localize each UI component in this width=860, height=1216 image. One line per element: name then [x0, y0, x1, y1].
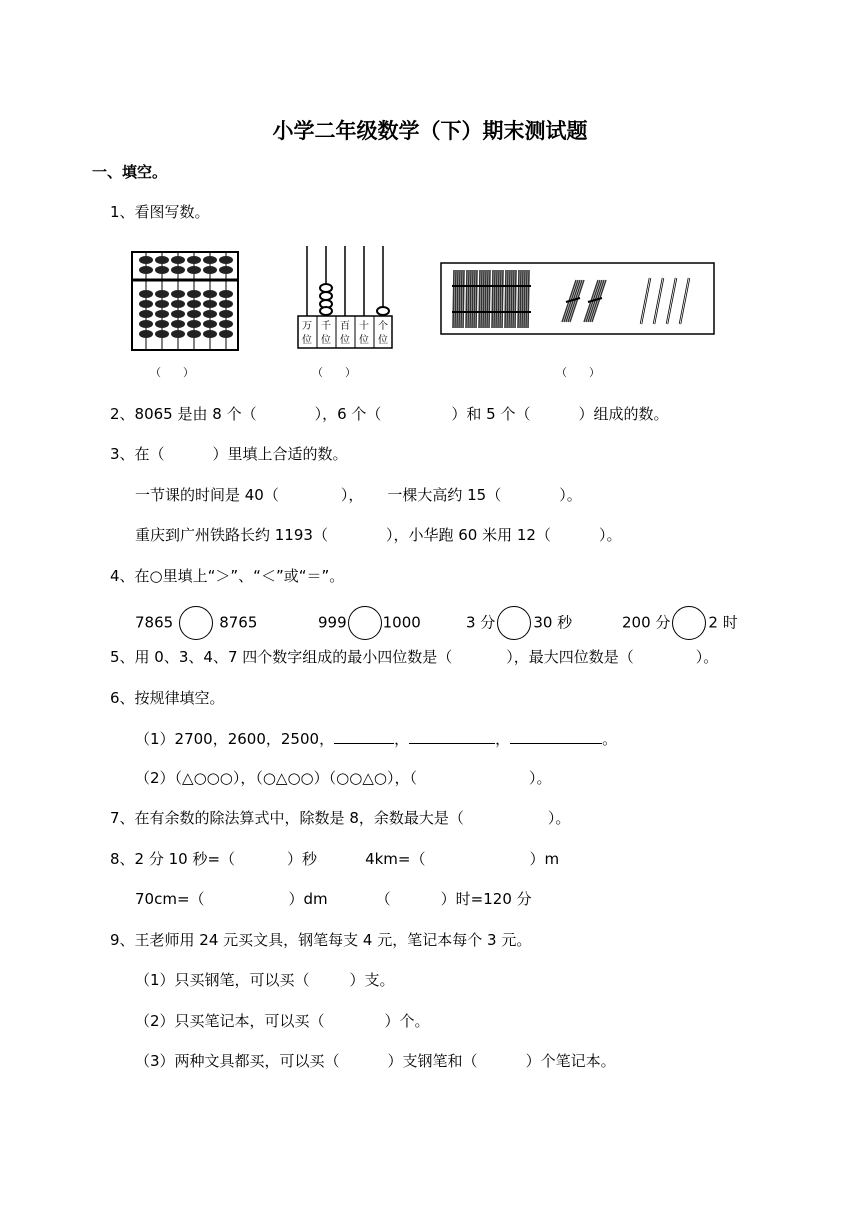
- q6-seq2-text-1: （2）（△○○○），（○△○○）（○○△○），（: [135, 769, 417, 787]
- q2-text-3: ）和 5 个（: [451, 405, 531, 423]
- compare-left-4: 200 分: [622, 613, 671, 632]
- svg-text:千: 千: [321, 321, 331, 332]
- q9-part1-text-1: （1）只买钢笔，可以买（: [135, 971, 310, 989]
- caption-abacus: （ ）: [150, 366, 194, 379]
- svg-text:个: 个: [378, 321, 388, 332]
- q8-line1-text-3: 4km=（: [365, 850, 426, 868]
- q7-text-2: ）。: [547, 809, 571, 827]
- question-2: [110, 404, 669, 424]
- compare-right-4: 2 时: [708, 613, 738, 632]
- q8-line1-text-1: 8、2 分 10 秒=（: [110, 850, 236, 868]
- question-3-line-2: [135, 525, 621, 545]
- question-8-line-2: [135, 889, 532, 909]
- compare-right-3: 30 秒: [533, 613, 573, 632]
- caption-counting-frame: （ ）: [312, 366, 356, 379]
- q9-part1-text-2: ）支。: [349, 971, 395, 989]
- svg-text:万: 万: [302, 321, 312, 332]
- question-1-text: 1、看图写数。: [110, 203, 210, 221]
- question-7: [110, 808, 570, 828]
- q8-line2-text-3: （: [375, 890, 391, 908]
- sequence-blank-3[interactable]: [510, 729, 602, 744]
- stick-bundles-figure: [440, 262, 716, 336]
- q6-seq1-end: 。: [602, 730, 618, 748]
- q2-text-4: ）组成的数。: [578, 405, 669, 423]
- q9-part3-text-1: （3）两种文具都买，可以买（: [135, 1052, 340, 1070]
- page-title: 小学二年级数学（下）期末测试题: [272, 119, 588, 143]
- compare-circle-4[interactable]: [672, 606, 706, 640]
- comparison-item-3: [466, 606, 572, 640]
- compare-right-1: 8765: [219, 613, 258, 632]
- svg-text:位: 位: [359, 335, 369, 346]
- question-3-head: [110, 444, 348, 464]
- counting-frame-figure: [296, 244, 396, 352]
- question-6-sequence-1: [135, 729, 617, 749]
- q8-line2-text-1: 70cm=（: [135, 890, 205, 908]
- q9-part2-text-1: （2）只买笔记本，可以买（: [135, 1012, 325, 1030]
- q3-head-1: 3、在（: [110, 445, 165, 463]
- svg-text:百: 百: [340, 321, 350, 332]
- q8-line2-text-2: ）dm: [288, 890, 328, 908]
- question-8-line-1: [110, 849, 559, 869]
- comparison-item-2: [318, 606, 421, 640]
- q8-line2-text-4: ）时=120 分: [440, 890, 532, 908]
- q3-line1-text-4: ）。: [559, 486, 582, 504]
- svg-text:十: 十: [359, 321, 369, 332]
- svg-text:位: 位: [378, 335, 388, 346]
- q6-seq1-text: （1）2700，2600，2500，: [135, 730, 335, 748]
- q2-text-2: ），6 个（: [314, 405, 382, 423]
- compare-left-2: 999: [318, 613, 347, 632]
- section-heading: 一、填空。: [92, 163, 168, 181]
- svg-text:位: 位: [302, 335, 312, 346]
- compare-right-2: 1000: [382, 613, 421, 632]
- question-3-line-1: [135, 485, 582, 505]
- comparison-item-1: [135, 606, 257, 640]
- q3-line2-text-2: ），小华跑 60 米用 12（: [385, 526, 551, 544]
- q3-line1-text-1: 一节课的时间是 40（: [135, 486, 279, 504]
- question-9-part-3: [135, 1051, 616, 1071]
- caption-stick-bundles: （ ）: [556, 366, 600, 379]
- compare-circle-1[interactable]: [179, 606, 213, 640]
- comparison-item-4: [622, 606, 738, 640]
- q8-line1-text-2: ）秒: [287, 850, 318, 868]
- q2-text-1: 2、8065 是由 8 个（: [110, 405, 257, 423]
- question-5: [110, 647, 718, 667]
- svg-text:位: 位: [340, 335, 350, 346]
- compare-circle-2[interactable]: [348, 606, 382, 640]
- q5-text-1: 5、用 0、3、4、7 四个数字组成的最小四位数是（: [110, 648, 453, 666]
- q9-part3-text-3: ）个笔记本。: [525, 1052, 616, 1070]
- question-9-text: 9、王老师用 24 元买文具，钢笔每支 4 元，笔记本每个 3 元。: [110, 931, 532, 949]
- compare-left-3: 3 分: [466, 613, 496, 632]
- q3-head-2: ）里填上合适的数。: [212, 445, 348, 463]
- compare-left-1: 7865: [135, 613, 174, 632]
- q9-part3-text-2: ）支钢笔和（: [387, 1052, 478, 1070]
- q6-seq1-sep-1: ，: [394, 730, 410, 748]
- q3-line2-text-3: ）。: [598, 526, 622, 544]
- sequence-blank-2[interactable]: [409, 729, 495, 744]
- compare-circle-3[interactable]: [497, 606, 531, 640]
- q9-part2-text-2: ）个。: [384, 1012, 430, 1030]
- q3-line1-text-2: ），: [340, 486, 364, 504]
- q5-text-2: ），最大四位数是（: [506, 648, 634, 666]
- q3-line1-text-3: 一棵大高约 15（: [387, 486, 502, 504]
- q7-text-1: 7、在有余数的除法算式中，除数是 8，余数最大是（: [110, 809, 464, 827]
- q5-text-3: ）。: [695, 648, 719, 666]
- question-6-sequence-2: [135, 768, 551, 788]
- sequence-blank-1[interactable]: [334, 729, 394, 744]
- q8-line1-text-4: ）m: [529, 850, 560, 868]
- svg-text:位: 位: [321, 335, 331, 346]
- abacus-figure: [130, 250, 240, 352]
- question-6-text: 6、按规律填空。: [110, 689, 225, 707]
- q6-seq2-text-2: ）。: [528, 769, 552, 787]
- q6-seq1-sep-2: ，: [495, 730, 511, 748]
- question-9-part-2: [135, 1011, 430, 1031]
- question-4-text: 4、在○里填上“＞”、“＜”或“＝”。: [110, 567, 345, 585]
- q3-line2-text-1: 重庆到广州铁路长约 1193（: [135, 526, 328, 544]
- question-9-part-1: [135, 970, 395, 990]
